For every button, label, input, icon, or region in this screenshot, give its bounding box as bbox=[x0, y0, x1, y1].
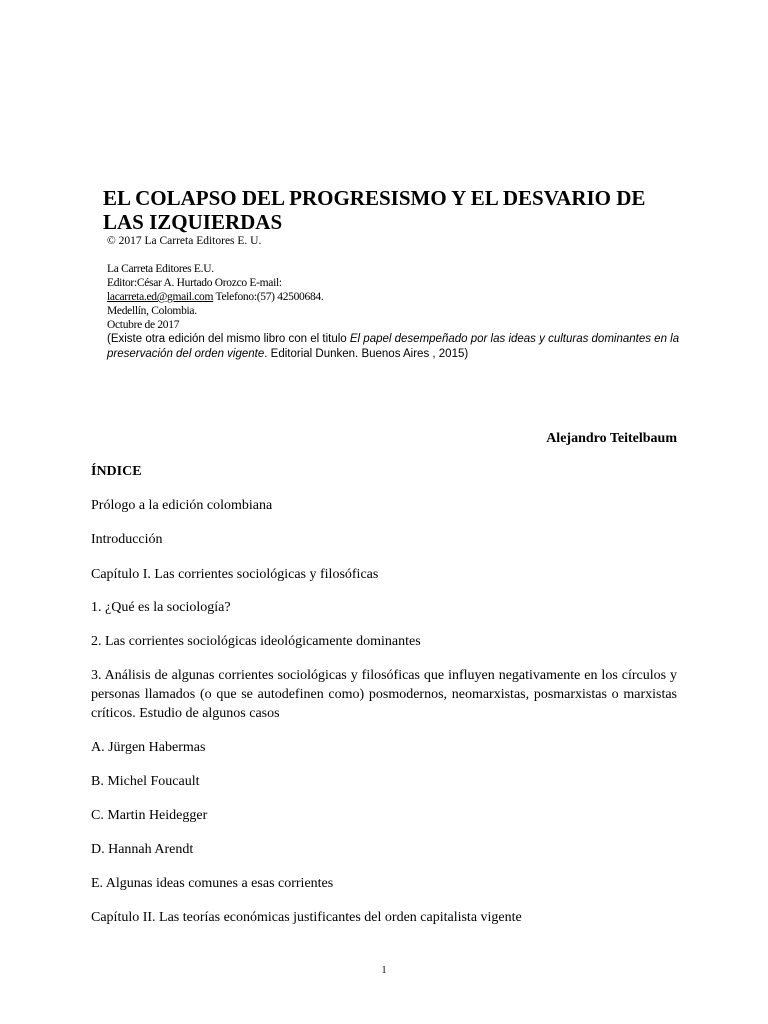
index-entry: Introducción bbox=[91, 532, 163, 547]
city-line: Medellín, Colombia. bbox=[107, 305, 197, 317]
index-entry: 1. ¿Qué es la sociología? bbox=[91, 600, 231, 615]
note-suffix: . Editorial Dunken. Buenos Aires , 2015) bbox=[264, 348, 469, 360]
index-entry: C. Martin Heidegger bbox=[91, 808, 208, 823]
note-book-title: El papel desempeñado por las ideas y culturas dominantes en la preservación del orden vigente bbox=[107, 333, 680, 360]
note-prefix: (Existe otra edición del mismo libro con el titulo bbox=[107, 333, 350, 345]
index-entry: 3. Análisis de algunas corrientes sociológicas y filosóficas que influyen negativamente en los círculos y personas llamados (o que se autodefinen como) posmodernos, neomarxistas, posmarxistas o marxistas críticos. Estudio de algunos casos bbox=[91, 668, 677, 721]
index-entry: E. Algunas ideas comunes a esas corrientes bbox=[91, 876, 334, 891]
contact-line bbox=[107, 290, 323, 304]
publisher-line: La Carreta Editores E.U. bbox=[107, 263, 214, 275]
edition-note bbox=[107, 332, 687, 362]
index-entry: Prólogo a la edición colombiana bbox=[91, 498, 273, 513]
page-number: 1 bbox=[381, 965, 387, 976]
index-entry: D. Hannah Arendt bbox=[91, 842, 194, 857]
author-name: Alejandro Teitelbaum bbox=[546, 431, 677, 446]
index-entry: 2. Las corrientes sociológicas ideológicamente dominantes bbox=[91, 634, 421, 649]
index-entry: B. Michel Foucault bbox=[91, 774, 200, 789]
editor-line: Editor:César A. Hurtado Orozco E-mail: bbox=[107, 277, 282, 289]
book-title: EL COLAPSO DEL PROGRESISMO Y EL DESVARIO DE LAS IZQUIERDAS bbox=[103, 186, 646, 234]
phone-text: Telefono:(57) 42500684. bbox=[213, 291, 324, 303]
index-entry: A. Jürgen Habermas bbox=[91, 740, 206, 755]
index-entry: Capítulo II. Las teorías económicas justificantes del orden capitalista vigente bbox=[91, 910, 522, 925]
date-line: Octubre de 2017 bbox=[107, 319, 180, 331]
copyright-line: © 2017 La Carreta Editores E. U. bbox=[107, 235, 262, 247]
email-link[interactable]: lacarreta.ed@gmail.com bbox=[107, 291, 214, 303]
index-entry: Capítulo I. Las corrientes sociológicas y filosóficas bbox=[91, 567, 379, 582]
index-heading: ÍNDICE bbox=[91, 464, 142, 479]
